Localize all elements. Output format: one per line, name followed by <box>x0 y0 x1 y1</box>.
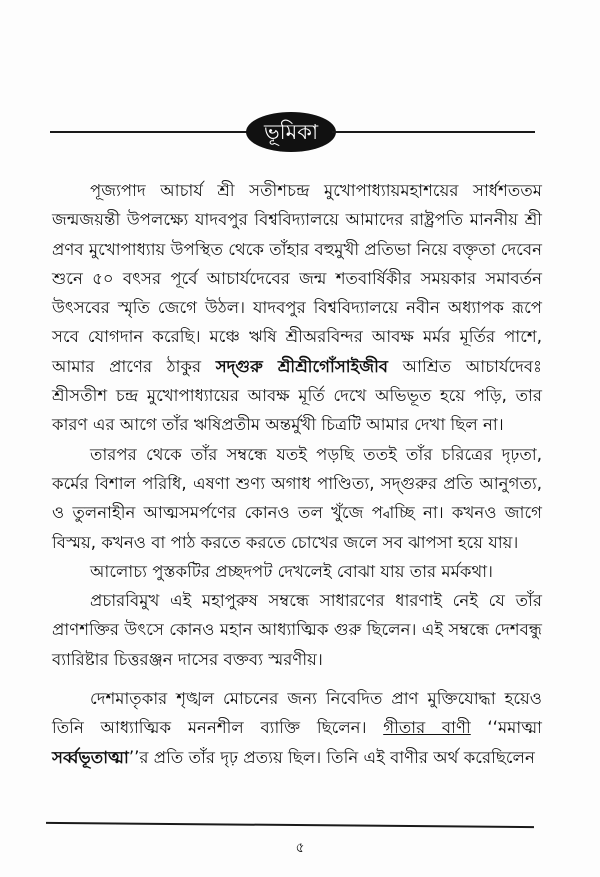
paragraph-1-bold-name: সদ্‌গুরু শ্রীশ্রীগোঁসাইজীব <box>215 356 389 376</box>
paragraph-5-underlined-phrase: গীতার বাণী <box>383 718 471 738</box>
heading-rule-left <box>50 131 250 133</box>
paragraph-2-text: তারপর থেকে তাঁর সম্বন্ধে যতই পড়ছি ততই তাঁর চরিত্রের দৃঢ়তা, কর্মের বিশাল পরিধি, এষণা শুণ্য অগাধ পাণ্ডিত্য, সদ্‌গুরুর প্রতি আনুগত্য, ও তুলনাহীন আত্মসমর্পণের কোনও তল খুঁজে প্বাচ্ছি না। কখনও জাগে বিস্ময়, কখনও বা পাঠ করতে করতে চোখের জলে সব ঝাপসা হয়ে যায়। <box>52 444 542 552</box>
heading-rule-right <box>332 131 535 133</box>
body-text <box>52 176 542 772</box>
paragraph-5-text-a: দেশমাতৃকার শৃঙ্খল মোচনের জন্য নিবেদিত প্রাণ মুক্তিযোদ্ধা হয়েও তিনি আধ্যাত্মিক মননশীল ব্যাক্তি ছিলেন। <box>52 689 542 738</box>
paragraph-1-text-a: পূজ্যপাদ আচার্য শ্রী সতীশচন্দ্র মুখোপাধ্যায়মহাশয়ের সার্ধশততম জন্মজয়ন্তী উপলক্ষ্যে যাদবপুর বিশ্ববিদ্যালয়ে আমাদের রাষ্ট্রপতি মাননীয় শ্রী প্রণব মুখোপাধ্যায় উপস্থিত থেকে তাঁহার বহুমুখী প্রতিভা নিয়ে বক্তৃতা দেবেন শুনে ৫০ বৎসর পূর্বে আচার্যদেবের জন্ম শতবার্ষিকীর সময়কার সমাবর্তন উৎসবের স্মৃতি জেগে উঠল। যাদবপুর বিশ্ববিদ্যালয়ে নবীন অধ্যাপক রূপে সবে যোগদান করেছি। মঞ্চে ঋষি শ্রীঅরবিন্দর আবক্ষ মর্মর মূর্তির পাশে, আমার প্রাণের ঠাকুর <box>52 181 542 376</box>
chapter-heading-text: ভূমিকা <box>263 120 319 144</box>
paragraph-5-text-b: ‘‘মমাত্মা <box>470 718 542 738</box>
paragraph-4-text: প্রচারবিমুখ এই মহাপুরুষ সম্বন্ধে সাধারণের ধারণাই নেই যে তাঁর প্রাণশক্তির উৎসে কোনও মহান আধ্যাত্মিক গুরু ছিলেন। এই সম্বন্ধে দেশবন্ধু ব্যারিষ্টার চিত্তরঞ্জন দাসের বক্তব্য স্মরণীয়। <box>52 591 542 669</box>
chapter-heading-banner <box>50 112 535 152</box>
paragraph-4 <box>52 586 542 674</box>
paragraph-5-bold-word: সর্ব্বভূতাত্মা <box>52 747 129 767</box>
paragraph-3 <box>52 557 542 586</box>
paragraph-2 <box>52 440 542 557</box>
chapter-heading <box>246 112 336 152</box>
footer-rule <box>46 822 534 828</box>
paragraph-5-text-c: ’’র প্রতি তাঁর দৃঢ় প্রত্যয় ছিল। তিনি এই বাণীর অর্থ করেছিলেন <box>128 747 535 767</box>
paragraph-3-text: আলোচ্য পুস্তকটির প্রচ্ছদপট দেখলেই বোঝা যায় তার মর্মকথা। <box>90 561 493 581</box>
paragraph-1-text-b: আশ্রিত আচার্যদেবঃ শ্রীসতীশ চন্দ্র মুখোপাধ্যায়ের আবক্ষ মূর্তি দেখে অভিভূত হয়ে পড়ি, তার কারণ এর আগে তাঁর ঋষিপ্রতীম অন্তর্মুখী চিত্রটি আমার দেখা ছিল না। <box>52 356 542 435</box>
page-number: ৫ <box>295 840 305 856</box>
paragraph-1 <box>52 176 542 440</box>
paragraph-5 <box>52 684 542 772</box>
